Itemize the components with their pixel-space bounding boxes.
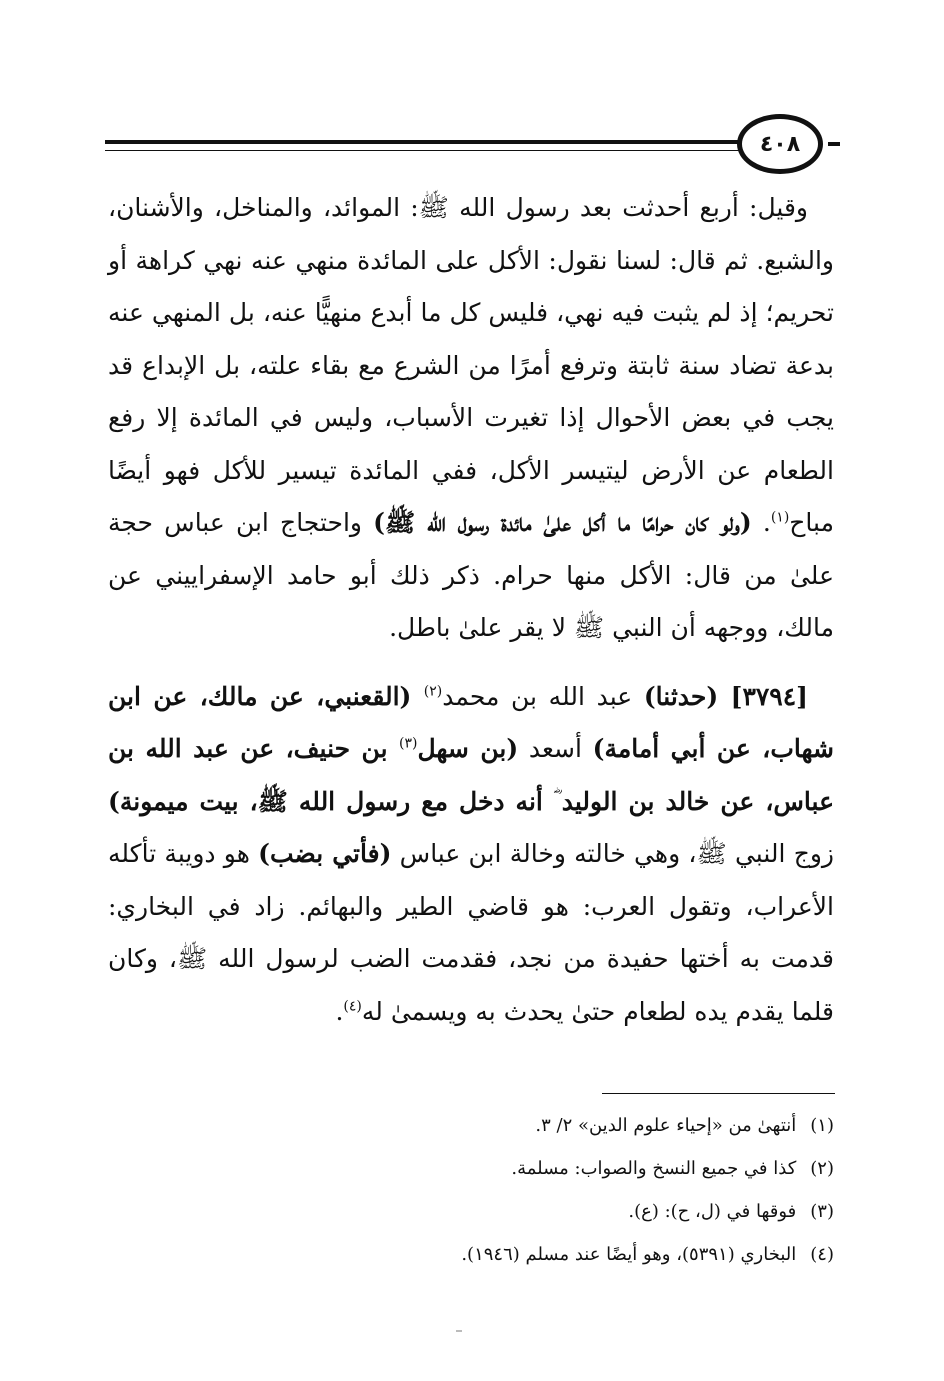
footnote-number: (١)	[810, 1115, 834, 1136]
footnote-number: (٣)	[810, 1201, 834, 1222]
footnote-ref: (٣)	[399, 735, 418, 752]
page-number: ٤٠٨	[759, 131, 801, 157]
quoted-hadith-text: (ولو كان حرامًا ما أكل علىٰ مائدة رسول الله ﷺ)	[373, 508, 752, 537]
text-run: زوج النبي ﷺ، وهي خالته وخالة ابن عباس	[391, 839, 834, 868]
text-run: ؓ	[542, 786, 562, 816]
footnote-3	[108, 1190, 834, 1233]
footnote-2	[108, 1147, 834, 1190]
footnote-ref: (١)	[770, 509, 790, 526]
main-text	[108, 182, 834, 1038]
hadith-text: أنه دخل مع رسول الله ﷺ، بيت ميمونة)	[108, 786, 543, 816]
footnote-number: (٢)	[810, 1158, 834, 1179]
footnote-text: البخاري (٥٣٩١)، وهو أيضًا عند مسلم (١٩٤٦).	[461, 1244, 797, 1265]
footnote-text: أنتهىٰ من «إحياء علوم الدين» ٢/ ٣.	[535, 1115, 797, 1136]
text-run: واحتجاج ابن عباس حجة علىٰ من قال: الأكل منها حرام. ذكر ذلك أبو حامد الإسفراييني عن مالك، ووجهه أن النبي ﷺ لا يقر علىٰ باطل.	[108, 508, 834, 642]
narrator-chain: (بن سهل	[417, 734, 519, 763]
text-run: أسعد	[518, 734, 593, 763]
footnote-separator	[602, 1093, 835, 1094]
header-rule	[105, 140, 745, 151]
paragraph-hadith-3794	[108, 671, 834, 1039]
text-run: وقيل: أربع أحدثت بعد رسول الله ﷺ: الموائد، والمناخل، والأشنان، والشبع. ثم قال: لسنا نقول: الأكل على المائدة منهي عنه نهي كراهة أو تحريم؛ إذ لم يثبت فيه نهي، فليس كل ما أبدع منهيًّا عنه، بل المنهي عنه بدعة تضاد سنة ثابتة وترفع أمرًا من الشرع مع بقاء علته، بل الإبداع قد يجب في بعض الأحوال إذا تغيرت الأسباب، وليس في المائدة إلا رفع الطعام عن الأرض ليتيسر الأكل، ففي المائدة تيسير للأكل فهو أيضًا مباح	[108, 193, 834, 537]
footnote-text: فوقها في (ل، ح): (ع).	[628, 1201, 797, 1222]
footnote-ref: (٢)	[423, 683, 443, 700]
narrator-chain: (القعنبي، عن مالك، عن ابن شهاب، عن أبي أمامة)	[108, 681, 834, 763]
scan-mark	[456, 1330, 462, 1332]
paragraph-commentary	[108, 182, 834, 655]
text-run: هو دويبة تأكله الأعراب، وتقول العرب: هو قاضي الطير والبهائم. زاد في البخاري: قدمت به أختها حفيدة من نجد، فقدمت الضب لرسول الله ﷺ، وكان قلما يقدم يده لطعام حتىٰ يحدث به ويسمىٰ له	[108, 839, 834, 1026]
text-run: عبد الله بن محمد	[442, 681, 644, 711]
footnote-text: كذا في جميع النسخ والصواب: مسلمة.	[511, 1158, 797, 1179]
footnote-ref: (٤)	[343, 998, 362, 1015]
footnote-number: (٤)	[810, 1244, 834, 1265]
footnote-1	[108, 1104, 834, 1147]
page-header	[105, 114, 840, 180]
text-run: .	[751, 508, 771, 537]
hadith-number: [٣٧٩٤] (حدثنا)	[643, 681, 808, 711]
page-number-badge	[737, 114, 823, 174]
hadith-text: (فأتي بضب)	[258, 839, 392, 868]
narrator-chain: بن حنيف، عن عبد الله بن عباس، عن خالد بن الوليد	[108, 734, 834, 816]
text-run: .	[335, 996, 344, 1026]
footnote-4	[108, 1233, 834, 1276]
footnotes	[108, 1104, 834, 1276]
header-rule-end	[828, 142, 840, 146]
